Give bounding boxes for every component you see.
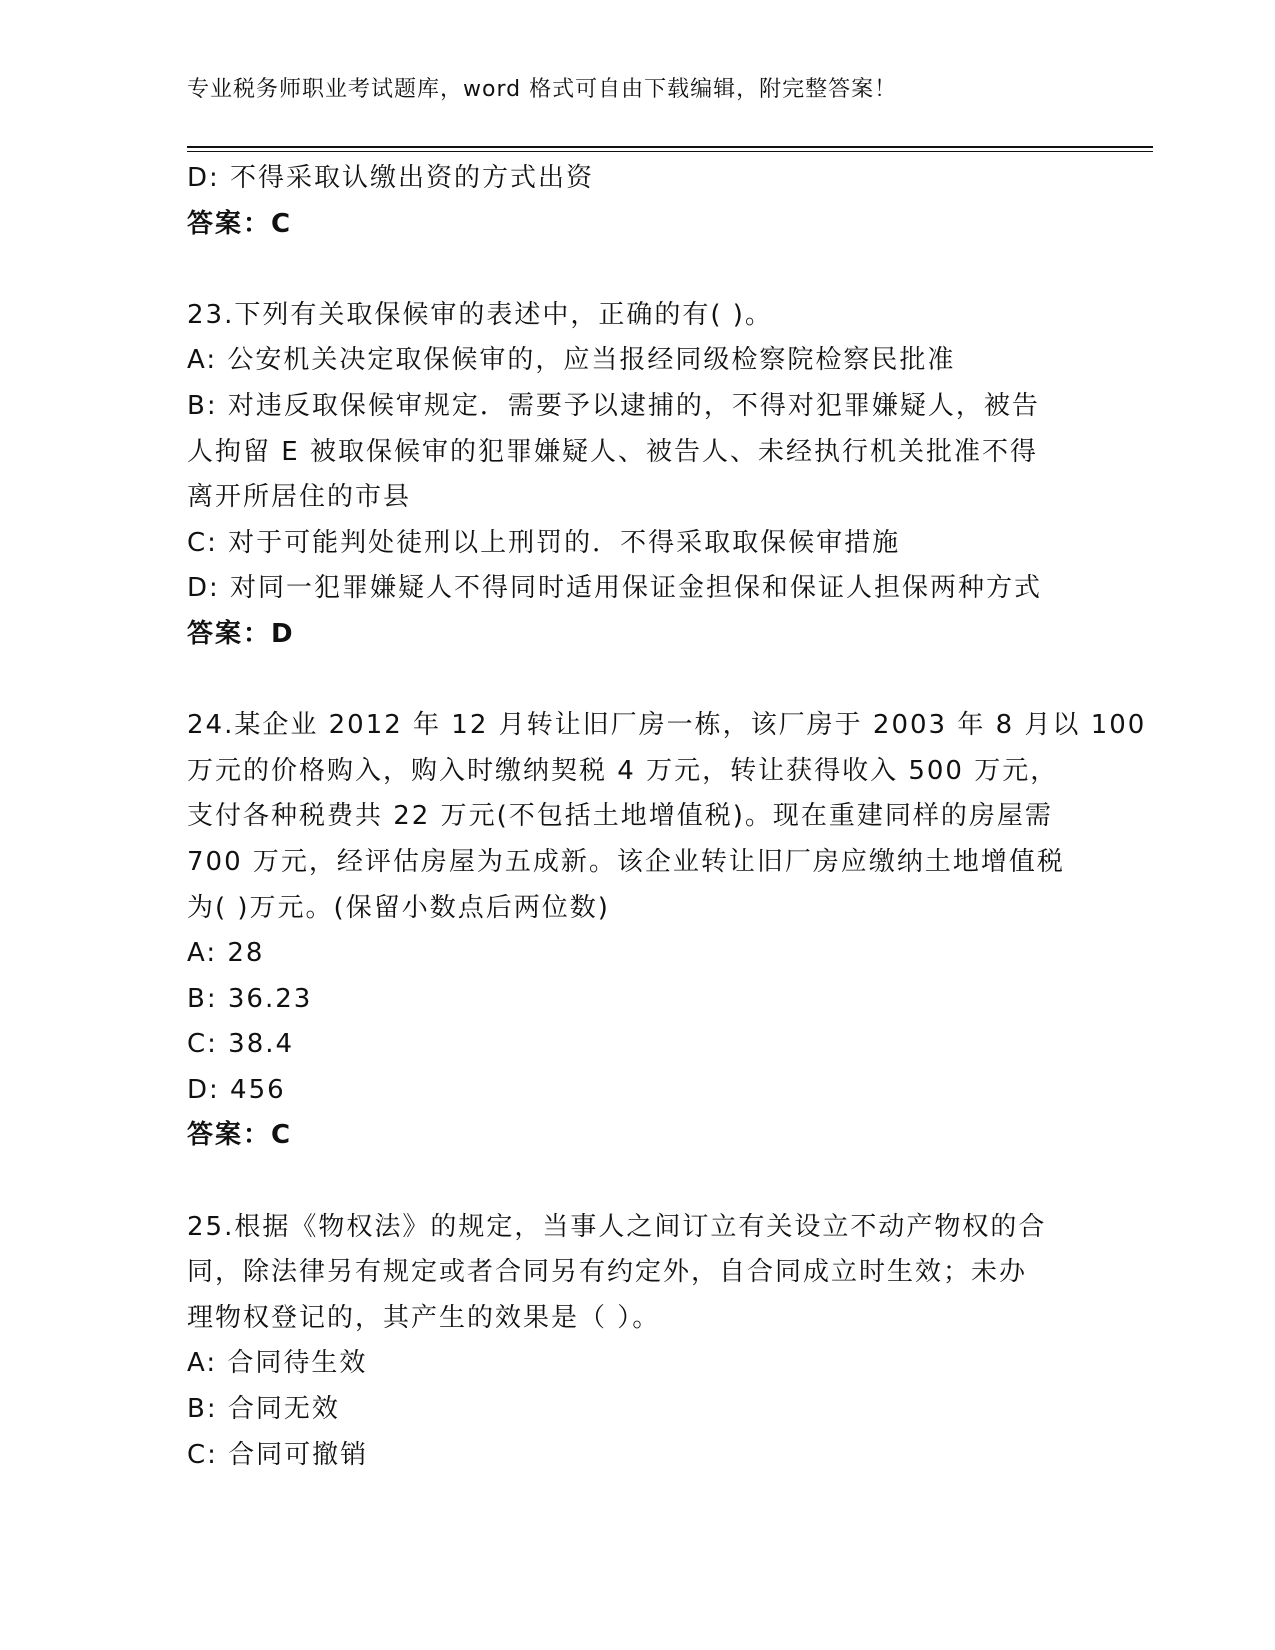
q23-option-c: C: 对于可能判处徒刑以上刑罚的．不得采取取保候审措施: [187, 527, 901, 558]
q22-answer: 答案：C: [187, 208, 293, 239]
q23-option-a: A: 公安机关决定取保候审的，应当报经同级检察院检察民批准: [187, 345, 956, 376]
q24-stem-line-3: 支付各种税费共 22 万元(不包括土地增值税)。现在重建同样的房屋需: [187, 801, 1053, 832]
q25-option-a: A: 合同待生效: [187, 1348, 368, 1379]
header-divider: [187, 146, 1153, 152]
q24-option-c: C: 38.4: [187, 1029, 295, 1060]
q24-option-b: B: 36.23: [187, 983, 313, 1014]
q22-option-d: D: 不得采取认缴出资的方式出资: [187, 163, 595, 193]
q23-option-b-line-1: B: 对违反取保候审规定．需要予以逮捕的，不得对犯罪嫌疑人，被告: [187, 390, 1040, 421]
q25-option-c: C: 合同可撤销: [187, 1439, 369, 1470]
q23-option-b-line-2: 人拘留 E 被取保候审的犯罪嫌疑人、被告人、未经执行机关批准不得: [187, 436, 1038, 467]
q24-answer: 答案：C: [187, 1120, 293, 1151]
q23-answer: 答案：D: [187, 618, 295, 649]
document-body: [187, 156, 1147, 1478]
spacer: [187, 658, 1087, 704]
q25-option-b: B: 合同无效: [187, 1394, 340, 1425]
q25-stem-line-3: 理物权登记的，其产生的效果是（ ）。: [187, 1302, 661, 1333]
q24-stem-line-4: 700 万元，经评估房屋为五成新。该企业转让旧厂房应缴纳土地增值税: [187, 846, 1065, 877]
q23-stem: 23.下列有关取保候审的表述中，正确的有( )。: [187, 299, 773, 330]
q24-stem-line-5: 为( )万元。(保留小数点后两位数): [187, 892, 610, 923]
page-header: 专业税务师职业考试题库，word 格式可自由下载编辑，附完整答案！: [187, 77, 898, 102]
q25-stem-line-2: 同，除法律另有规定或者合同另有约定外，自合同成立时生效；未办: [187, 1257, 1028, 1288]
question-23: [187, 293, 1087, 658]
q24-option-d: D: 456: [187, 1074, 286, 1105]
q24-stem-line-1: 24.某企业 2012 年 12 月转让旧厂房一栋，该厂房于 2003 年 8 月以 100: [187, 710, 1147, 741]
spacer: [187, 247, 1087, 293]
q23-option-d: D: 对同一犯罪嫌疑人不得同时适用保证金担保和保证人担保两种方式: [187, 573, 1043, 604]
q23-option-b-line-3: 离开所居住的市县: [187, 482, 412, 513]
q25-stem-line-1: 25.根据《物权法》的规定，当事人之间订立有关设立不动产物权的合: [187, 1211, 1047, 1242]
question-24: [187, 703, 1147, 1159]
spacer: [187, 1159, 1087, 1205]
q24-stem-line-2: 万元的价格购入，购入时缴纳契税 4 万元，转让获得收入 500 万元，: [187, 755, 1059, 786]
q24-option-a: A: 28: [187, 938, 265, 969]
question-25: [187, 1205, 1087, 1479]
